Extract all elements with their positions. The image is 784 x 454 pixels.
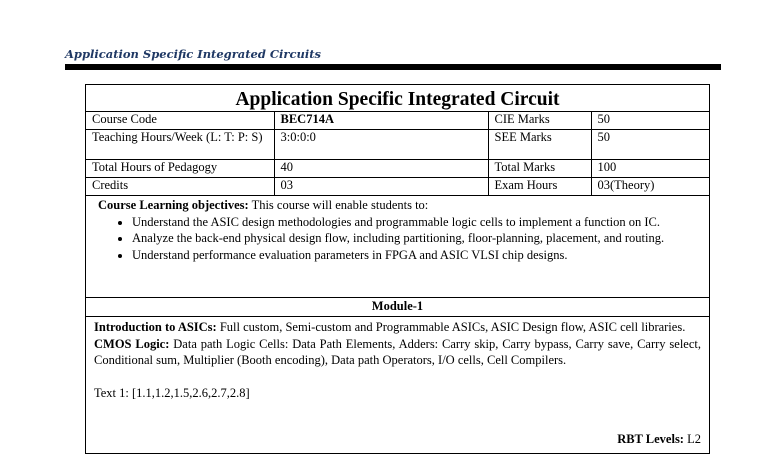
course-code-label: Course Code: [86, 112, 274, 130]
total-hours-value: 40: [274, 160, 488, 178]
total-hours-row: [86, 160, 710, 178]
rbt-levels: [617, 432, 701, 447]
module-intro-paragraph: [94, 319, 701, 336]
rbt-value: L2: [683, 432, 701, 446]
credits-value: 03: [274, 178, 488, 196]
course-code-row: [86, 112, 710, 130]
module-body: [86, 317, 709, 401]
cmos-label: CMOS Logic:: [94, 336, 170, 351]
total-hours-label: Total Hours of Pedagogy: [86, 160, 274, 178]
rbt-label: RBT Levels:: [617, 432, 684, 446]
course-info-table: [86, 112, 710, 196]
running-header: Application Specific Integrated Circuits: [65, 47, 322, 61]
objective-item: • Analyze the back-end physical design flow, including partitioning, floor-planning, placement, and routing.: [132, 230, 701, 247]
cmos-text: Data path Logic Cells: Data Path Elements, Adders: Carry skip, Carry bypass, Carry save, Carry select, Conditional sum, Multiplier (Booth encoding), Data path Operators, I/O cells, Cell Compilers.: [94, 336, 701, 367]
objectives-label: Course Learning objectives:: [98, 198, 249, 212]
credits-row: [86, 178, 710, 196]
total-marks-value: 100: [591, 160, 710, 178]
total-marks-label: Total Marks: [488, 160, 591, 178]
cie-marks-value: 50: [591, 112, 710, 130]
objectives-list: [98, 214, 701, 264]
exam-hours-label: Exam Hours: [488, 178, 591, 196]
textbook-reference: Text 1: [1.1,1.2,1.5,2.6,2.7,2.8]: [94, 385, 250, 400]
credits-label: Credits: [86, 178, 274, 196]
header-rule: [65, 64, 721, 70]
see-marks-label: SEE Marks: [488, 130, 591, 160]
syllabus-table: [85, 84, 710, 454]
exam-hours-value: 03(Theory): [591, 178, 710, 196]
objectives-intro: This course will enable students to:: [248, 198, 429, 212]
teaching-hours-label: Teaching Hours/Week (L: T: P: S): [86, 130, 274, 160]
course-title: Application Specific Integrated Circuit: [86, 85, 709, 112]
intro-label: Introduction to ASICs:: [94, 320, 217, 334]
course-code-value: BEC714A: [274, 112, 488, 130]
objective-item: • Understand the ASIC design methodologies and programmable logic cells to implement a function on IC.: [132, 214, 701, 231]
teaching-hours-value: 3:0:0:0: [274, 130, 488, 160]
teaching-hours-row: [86, 130, 710, 160]
module-cmos-paragraph: [94, 336, 701, 369]
cie-marks-label: CIE Marks: [488, 112, 591, 130]
objectives-header: [98, 197, 701, 214]
see-marks-value: 50: [591, 130, 710, 160]
module-heading: Module-1: [86, 298, 709, 317]
intro-text: Full custom, Semi-custom and Programmable ASICs, ASIC Design flow, ASIC cell libraries.: [216, 320, 686, 334]
objective-item: • Understand performance evaluation parameters in FPGA and ASIC VLSI chip designs.: [132, 247, 701, 264]
learning-objectives: [86, 196, 709, 298]
